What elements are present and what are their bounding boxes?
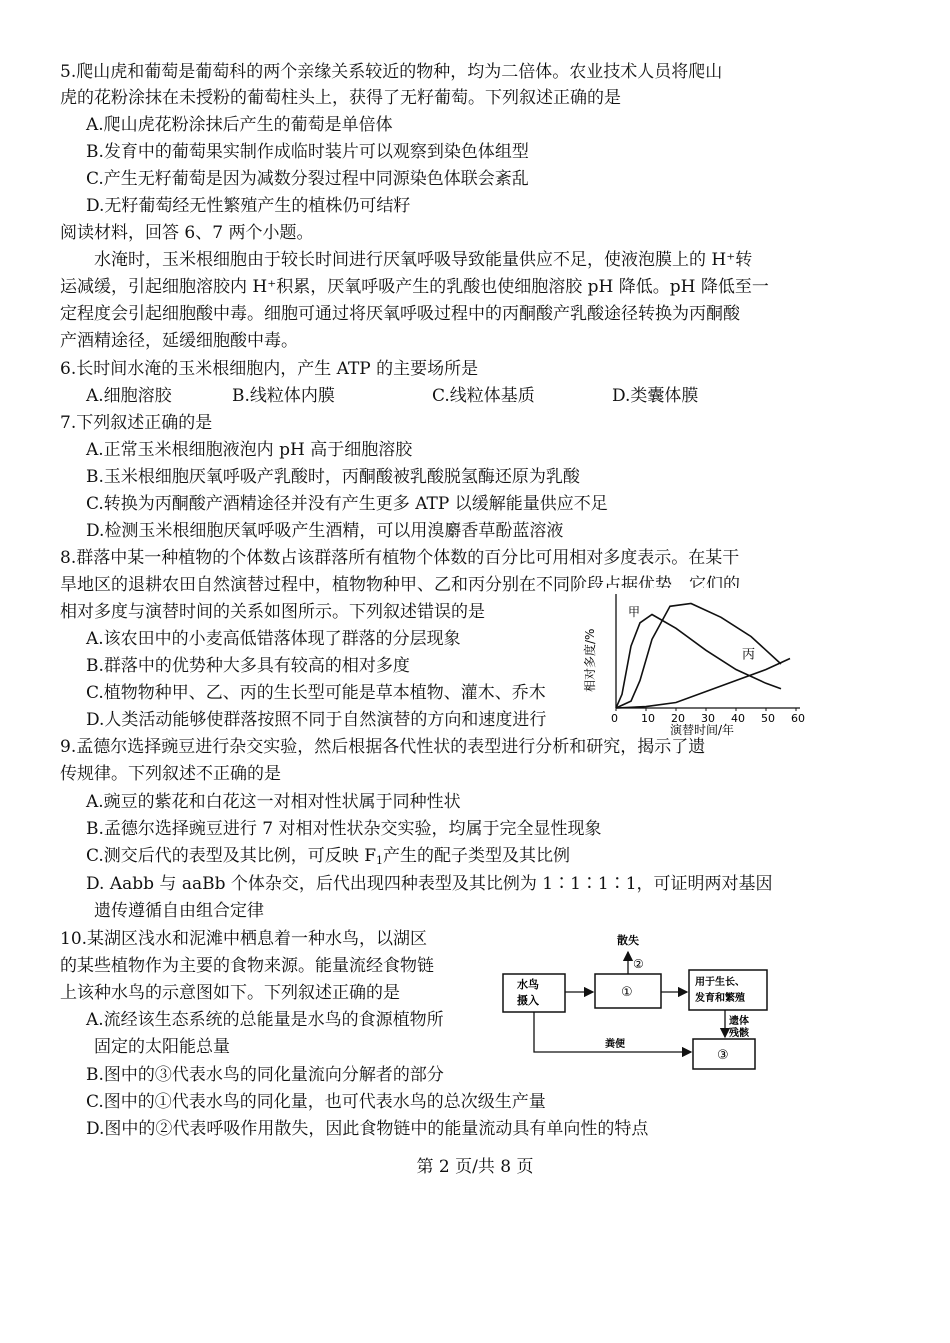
chart-x-tick-label: 30 (701, 712, 715, 725)
growth-label-line2: 发育和繁殖 (695, 993, 745, 1004)
q9-option-b: B.孟德尔选择豌豆进行 7 对相对性状杂交实验，均属于完全显性现象 (86, 819, 602, 839)
q8-option-a: A.该农田中的小麦高低错落体现了群落的分层现象 (86, 629, 461, 649)
chart-x-axis-label: 演替时间/年 (670, 723, 735, 737)
feces-label: 粪便 (605, 1039, 625, 1050)
q7-stem: 7.下列叙述正确的是 (60, 413, 213, 433)
q9-option-c-part1: C.测交后代的表型及其比例，可反映 F (86, 846, 377, 866)
q8-stem-line3: 相对多度与演替时间的关系如图所示。下列叙述错误的是 (60, 602, 485, 622)
chart-x-tick-label: 20 (671, 712, 685, 725)
q5-stem-line2: 虎的花粉涂抹在未授粉的葡萄柱头上，获得了无籽葡萄。下列叙述正确的是 (60, 88, 621, 108)
q6-option-d: D.类囊体膜 (612, 386, 699, 406)
q5-option-d: D.无籽葡萄经无性繁殖产生的植株仍可结籽 (86, 196, 411, 216)
q9-option-d-line2: 遗传遵循自由组合定律 (94, 901, 264, 921)
q10-option-c: C.图中的①代表水鸟的同化量，也可代表水鸟的总次级生产量 (86, 1092, 546, 1112)
chart-series-line-1 (616, 604, 781, 709)
chart-x-tick-label: 50 (761, 712, 775, 725)
q9-option-c-subscript: 1 (376, 854, 384, 867)
q7-option-a: A.正常玉米根细胞液泡内 pH 高于细胞溶胶 (86, 440, 413, 460)
reading-para-line3: 定程度会引起细胞酸中毒。细胞可通过将厌氧呼吸过程中的丙酮酸产乳酸途径转换为丙酮酸 (60, 304, 740, 324)
q8-option-d: D.人类活动能够使群落按照不同于自然演替的方向和速度进行 (86, 710, 547, 730)
succession-chart (580, 588, 810, 738)
q7-option-d: D.检测玉米根细胞厌氧呼吸产生酒精，可以用溴麝香草酚蓝溶液 (86, 521, 564, 541)
chart-y-axis-label: 相对多度/% (583, 628, 597, 692)
reading-para-line1: 水淹时，玉米根细胞由于较长时间进行厌氧呼吸导致能量供应不足，使液泡膜上的 H⁺转 (94, 250, 753, 270)
page-footer: 第 2 页/共 8 页 (416, 1157, 534, 1177)
q8-stem-line1: 8.群落中某一种植物的个体数占该群落所有植物个体数的百分比可用相对多度表示。在某干 (60, 548, 740, 568)
energy-flow-diagram (495, 930, 795, 1080)
q5-option-a: A.爬山虎花粉涂抹后产生的葡萄是单倍体 (86, 115, 393, 135)
q6-option-c: C.线粒体基质 (432, 386, 535, 406)
q5-option-c: C.产生无籽葡萄是因为减数分裂过程中同源染色体联会紊乱 (86, 169, 529, 189)
q8-stem-line2: 旱地区的退耕农田自然演替过程中，植物物种甲、乙和丙分别在不同阶段占据优势，它们的 (60, 575, 740, 595)
q6-option-b: B.线粒体内膜 (232, 386, 335, 406)
q9-option-c-part2: 产生的配子类型及其比例 (383, 846, 571, 866)
q6-stem: 6.长时间水淹的玉米根细胞内，产生 ATP 的主要场所是 (60, 359, 479, 379)
chart-x-tick-label: 10 (641, 712, 655, 725)
reading-intro: 阅读材料，回答 6、7 两个小题。 (60, 223, 314, 243)
q7-option-c: C.转换为丙酮酸产酒精途径并没有产生更多 ATP 以缓解能量供应不足 (86, 494, 608, 514)
q9-option-a: A.豌豆的紫花和白花这一对相对性状属于同种性状 (86, 792, 461, 812)
growth-label-line1: 用于生长、 (695, 977, 745, 988)
q10-stem-line1: 10.某湖区浅水和泥滩中栖息着一种水鸟，以湖区 (60, 929, 428, 949)
assimilation-label: ① (621, 985, 633, 1000)
q10-option-b: B.图中的③代表水鸟的同化量流向分解者的部分 (86, 1065, 444, 1085)
loss-number: ② (633, 957, 644, 971)
chart-x-tick-label: 60 (791, 712, 805, 725)
q9-stem-line2: 传规律。下列叙述不正确的是 (60, 764, 281, 784)
chart-x-tick-label: 0 (611, 712, 618, 725)
chart-label-jia: 甲 (628, 604, 641, 619)
q10-stem-line3: 上该种水鸟的示意图如下。下列叙述正确的是 (60, 983, 400, 1003)
q5-stem-line1: 5.爬山虎和葡萄是葡萄科的两个亲缘关系较近的物种，均为二倍体。农业技术人员将爬山 (60, 62, 723, 82)
q8-option-c: C.植物物种甲、乙、丙的生长型可能是草本植物、灌木、乔木 (86, 683, 546, 703)
q8-option-b: B.群落中的优势种大多具有较高的相对多度 (86, 656, 410, 676)
chart-label-bing: 丙 (742, 647, 756, 663)
chart-series-line-2 (616, 659, 790, 709)
q7-option-b: B.玉米根细胞厌氧呼吸产乳酸时，丙酮酸被乳酸脱氢酶还原为乳酸 (86, 467, 580, 487)
loss-label: 散失 (617, 934, 639, 947)
q10-option-a-line2: 固定的太阳能总量 (94, 1037, 230, 1057)
q10-option-d: D.图中的②代表呼吸作用散失，因此食物链中的能量流动具有单向性的特点 (86, 1119, 649, 1139)
q9-option-c (86, 844, 570, 873)
intake-label-line2: 摄入 (517, 994, 539, 1007)
chart-x-tick-label: 40 (731, 712, 745, 725)
intake-label-line1: 水鸟 (517, 978, 539, 991)
q10-option-a-line1: A.流经该生态系统的总能量是水鸟的食源植物所 (86, 1010, 444, 1030)
q10-stem-line2: 的某些植物作为主要的食物来源。能量流经食物链 (60, 956, 434, 976)
growth-box (689, 970, 767, 1010)
remains-label-line1: 遗体 (729, 1016, 749, 1027)
q6-option-a: A.细胞溶胶 (86, 386, 172, 406)
q9-stem-line1: 9.孟德尔选择豌豆进行杂交实验，然后根据各代性状的表型进行分析和研究，揭示了遗 (60, 737, 706, 757)
q9-option-d-line1: D. Aabb 与 aaBb 个体杂交，后代出现四种表型及其比例为 1∶1∶1∶1，可证明两对基因 (86, 874, 773, 894)
remains-label-line2: 残骸 (729, 1028, 749, 1039)
q5-option-b: B.发育中的葡萄果实制作成临时装片可以观察到染色体组型 (86, 142, 529, 162)
decomposer-label: ③ (717, 1048, 729, 1063)
reading-para-line4: 产酒精途径，延缓细胞酸中毒。 (60, 331, 298, 351)
reading-para-line2: 运减缓，引起细胞溶胶内 H⁺积累，厌氧呼吸产生的乳酸也使细胞溶胶 pH 降低。pH 降低至一 (60, 277, 769, 297)
